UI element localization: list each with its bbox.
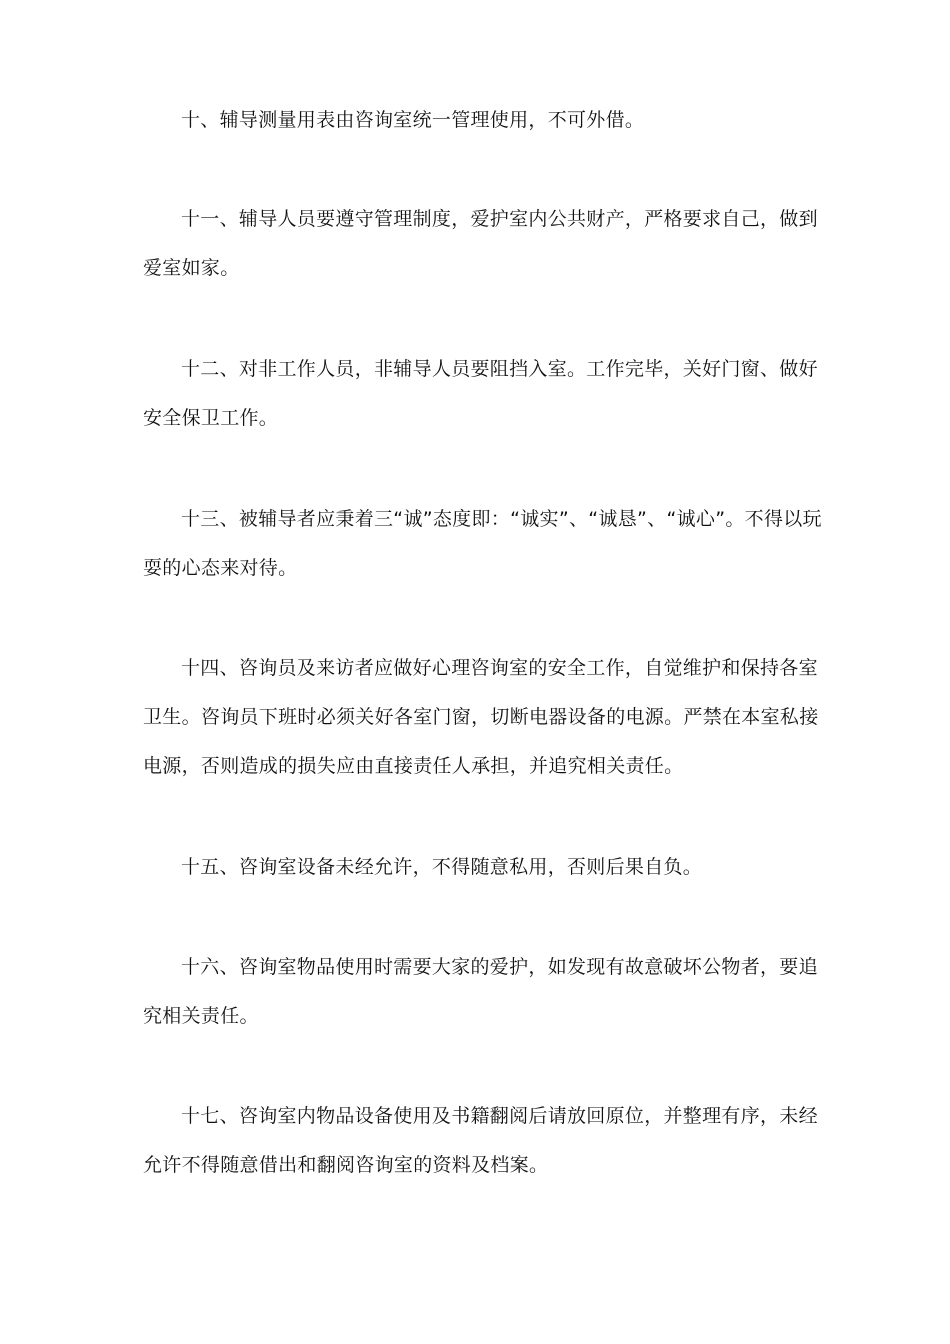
- rule-paragraph-11: 十一、辅导人员要遵守管理制度，爱护室内公共财产，严格要求自己，做到爱室如家。: [143, 208, 818, 279]
- rule-paragraph-10: 十、辅导测量用表由咨询室统一管理使用，不可外借。: [181, 109, 645, 131]
- rule-paragraph-12: 十二、对非工作人员，非辅导人员要阻挡入室。工作完毕，关好门窗、做好安全保卫工作。: [143, 358, 818, 429]
- rule-paragraph-13: 十三、被辅导者应秉着三“诚”态度即：“诚实”、“诚恳”、“诚心”。不得以玩耍的心态来对待。: [143, 508, 822, 579]
- rule-paragraph-15: 十五、咨询室设备未经允许，不得随意私用，否则后果自负。: [181, 856, 703, 878]
- rule-paragraph-14: 十四、咨询员及来访者应做好心理咨询室的安全工作，自觉维护和保持各室卫生。咨询员下班时必须关好各室门窗，切断电器设备的电源。严禁在本室私接电源，否则造成的损失应由直接责任人承担，并追究相关责任。: [143, 657, 819, 777]
- rule-paragraph-16: 十六、咨询室物品使用时需要大家的爱护，如发现有故意破坏公物者，要追究相关责任。: [143, 956, 818, 1027]
- rule-paragraph-17: 十七、咨询室内物品设备使用及书籍翻阅后请放回原位，并整理有序，未经允许不得随意借出和翻阅咨询室的资料及档案。: [143, 1105, 818, 1176]
